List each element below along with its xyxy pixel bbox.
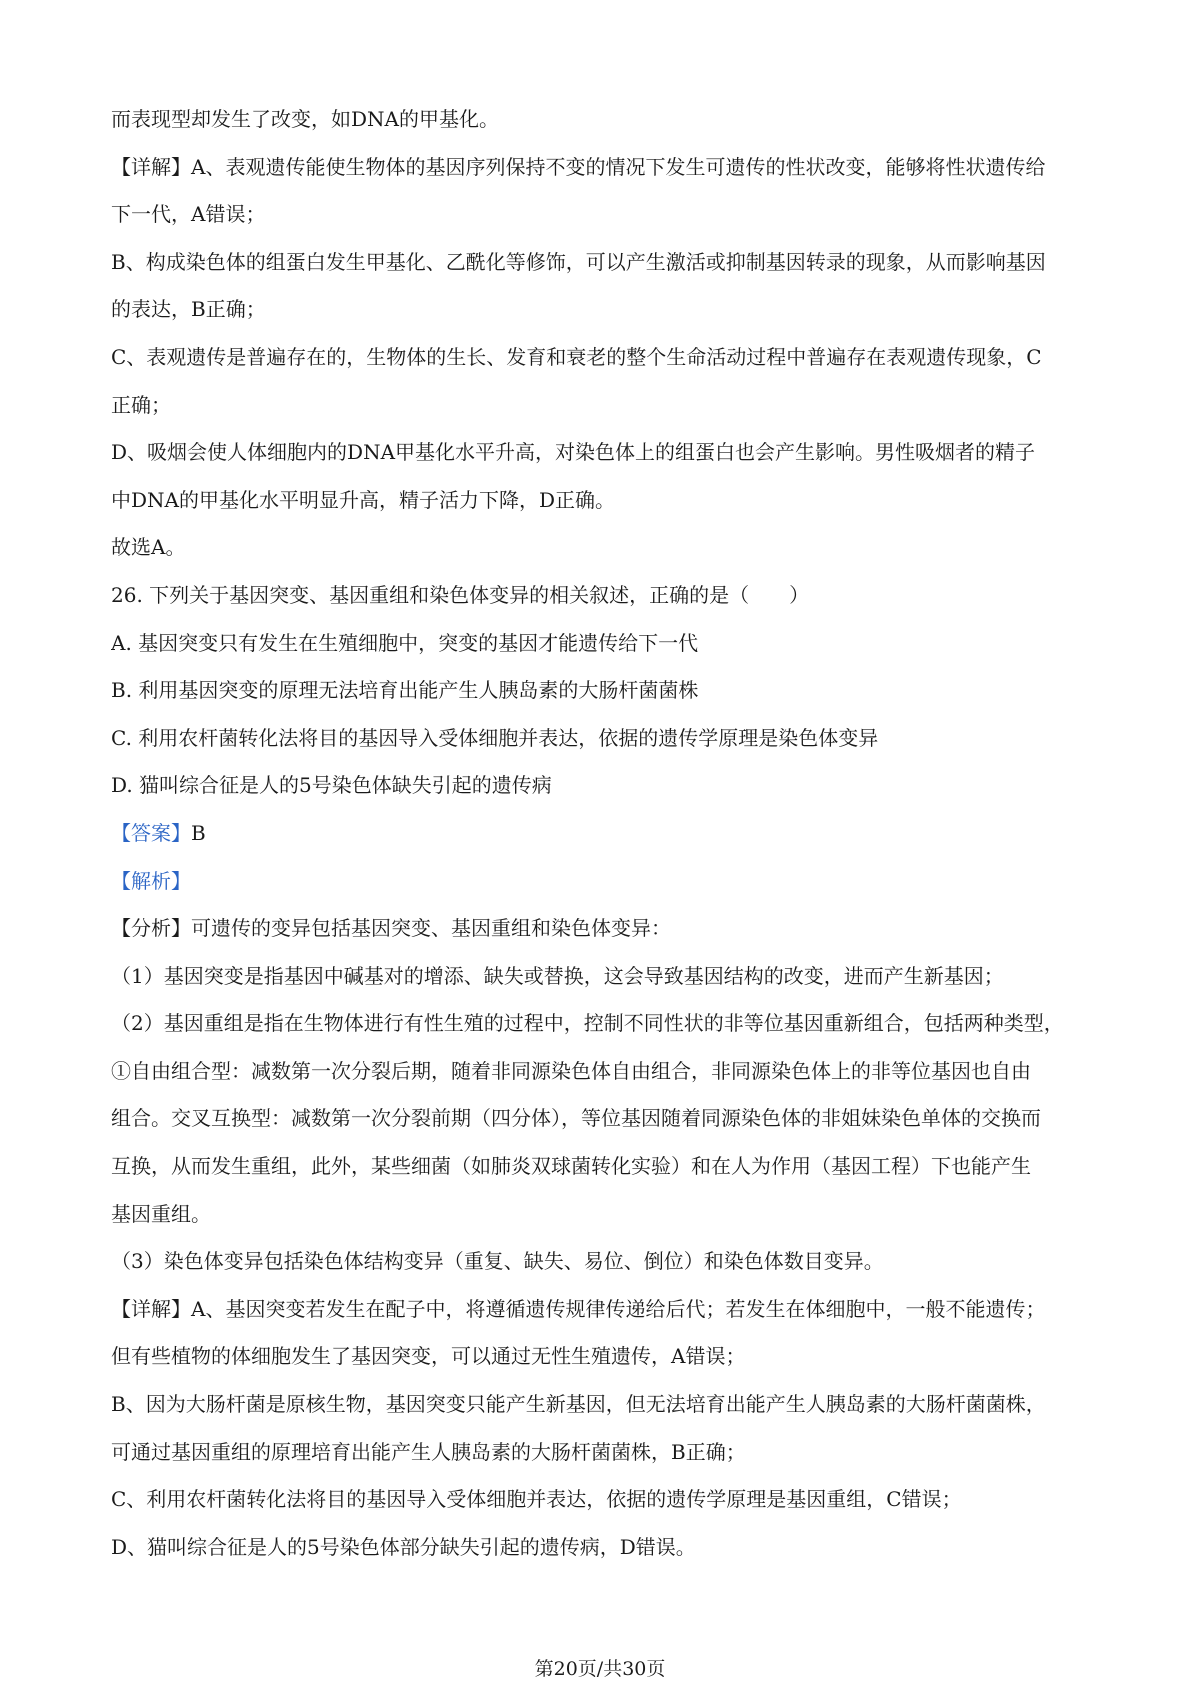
text-line: 可通过基因重组的原理培育出能产生人胰岛素的大肠杆菌菌株，B正确； xyxy=(111,1439,746,1464)
text-line: ①自由组合型：减数第一次分裂后期，随着非同源染色体自由组合，非同源染色体上的非等位基因也自由 xyxy=(111,1058,1031,1083)
text-line: 正确； xyxy=(111,392,171,417)
option-b: B. 利用基因突变的原理无法培育出能产生人胰岛素的大肠杆菌菌株 xyxy=(111,678,699,703)
text-line: B、构成染色体的组蛋白发生甲基化、乙酰化等修饰，可以产生激活或抑制基因转录的现象，从而影响基因 xyxy=(111,249,1046,274)
answer-value: B xyxy=(191,820,206,845)
text-line: 互换，从而发生重组，此外，某些细菌（如肺炎双球菌转化实验）和在人为作用（基因工程）下也能产生 xyxy=(111,1154,1031,1179)
text-line: 组合。交叉互换型：减数第一次分裂前期（四分体），等位基因随着同源染色体的非姐妹染色单体的交换而 xyxy=(111,1106,1041,1131)
text-line: （3）染色体变异包括染色体结构变异（重复、缺失、易位、倒位）和染色体数目变异。 xyxy=(111,1249,884,1274)
text-line: 但有些植物的体细胞发生了基因突变，可以通过无性生殖遗传，A错误； xyxy=(111,1344,746,1369)
page-content xyxy=(111,96,1101,1571)
text-line: 基因重组。 xyxy=(111,1201,211,1226)
text-line: 而表现型却发生了改变，如DNA的甲基化。 xyxy=(111,107,499,131)
option-c: C. 利用农杆菌转化法将目的基因导入受体细胞并表达，依据的遗传学原理是染色体变异 xyxy=(111,725,879,750)
text-line: 故选A。 xyxy=(111,535,186,560)
text-line: 【详解】A、表观遗传能使生物体的基因序列保持不变的情况下发生可遗传的性状改变，能够将性状遗传给 xyxy=(111,154,1046,179)
text-line: 【分析】可遗传的变异包括基因突变、基因重组和染色体变异： xyxy=(111,916,671,941)
text-line: 【详解】A、基因突变若发生在配子中，将遵循遗传规律传递给后代；若发生在体细胞中，一般不能遗传； xyxy=(111,1296,1046,1321)
text-line: 的表达，B正确； xyxy=(111,297,266,322)
question-stem: 26. 下列关于基因突变、基因重组和染色体变异的相关叙述，正确的是（ ） xyxy=(111,582,810,607)
option-d: D. 猫叫综合征是人的5号染色体缺失引起的遗传病 xyxy=(111,773,552,798)
analysis-label: 【解析】 xyxy=(111,868,191,893)
page-number-footer: 第20页/共30页 xyxy=(534,1658,666,1680)
answer-line xyxy=(111,810,1101,858)
text-line: B、因为大肠杆菌是原核生物，基因突变只能产生新基因，但无法培育出能产生人胰岛素的大肠杆菌菌株， xyxy=(111,1392,1046,1417)
text-line: 中DNA的甲基化水平明显升高，精子活力下降，D正确。 xyxy=(111,487,616,512)
text-line: （1）基因突变是指基因中碱基对的增添、缺失或替换，这会导致基因结构的改变，进而产生新基因； xyxy=(111,963,1004,988)
text-line: C、利用农杆菌转化法将目的基因导入受体细胞并表达，依据的遗传学原理是基因重组，C错误； xyxy=(111,1487,962,1512)
option-a: A. 基因突变只有发生在生殖细胞中，突变的基因才能遗传给下一代 xyxy=(111,630,699,655)
text-line: D、吸烟会使人体细胞内的DNA甲基化水平升高，对染色体上的组蛋白也会产生影响。男性吸烟者的精子 xyxy=(111,440,1036,465)
answer-label: 【答案】 xyxy=(111,820,191,845)
text-line: （2）基因重组是指在生物体进行有性生殖的过程中，控制不同性状的非等位基因重新组合，包括两种类型， xyxy=(111,1011,1064,1036)
text-line: 下一代，A错误； xyxy=(111,202,266,227)
text-line: D、猫叫综合征是人的5号染色体部分缺失引起的遗传病，D错误。 xyxy=(111,1534,696,1559)
text-line: C、表观遗传是普遍存在的，生物体的生长、发育和衰老的整个生命活动过程中普遍存在表观遗传现象，C xyxy=(111,344,1042,369)
